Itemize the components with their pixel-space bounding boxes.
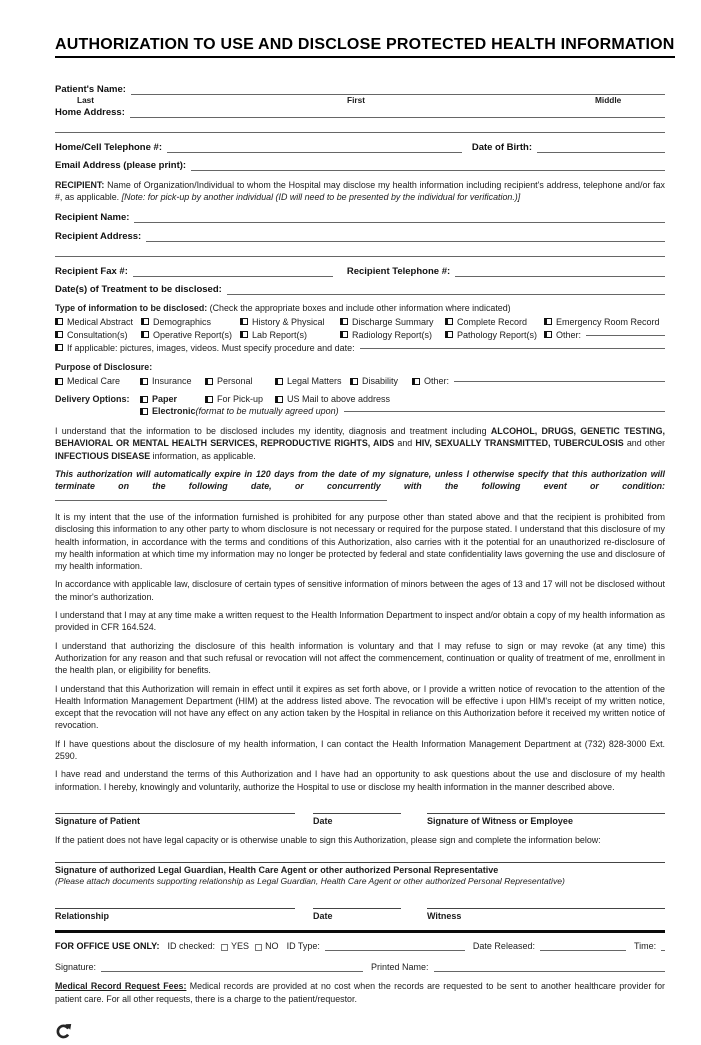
recipient-intro-text: Name of Organization/Individual to whom the Hospital may disclose my health information including recipient's address, telephone and/or fax #, as applicable. <box>55 180 665 203</box>
checkbox-icon[interactable] <box>55 378 63 385</box>
section-divider-bar <box>55 930 665 934</box>
checkbox-icon[interactable] <box>340 318 348 325</box>
checkbox-icon[interactable] <box>55 344 63 351</box>
date-released-line[interactable] <box>540 949 626 951</box>
checkbox-lab-reports[interactable]: Lab Report(s) <box>240 330 340 340</box>
recipient-fax-label: Recipient Fax #: <box>55 265 128 277</box>
electronic-format-line[interactable] <box>344 410 665 412</box>
id-type-line[interactable] <box>325 949 465 951</box>
checkbox-complete-record[interactable]: Complete Record <box>445 317 544 327</box>
fees-text: Medical records are provided at no cost when the records are requested to be sent to another healthcare provider for patient care. For all other requests, there is a charge to the patient/requestor. <box>55 981 665 1004</box>
home-address-line[interactable] <box>130 116 665 118</box>
printed-name-line[interactable] <box>434 970 665 972</box>
purpose-label: Purpose of Disclosure: <box>55 361 153 372</box>
checkbox-purpose-other[interactable]: Other: <box>412 376 665 386</box>
date-released-label: Date Released: <box>472 941 535 952</box>
home-address-label: Home Address: <box>55 107 125 118</box>
relationship-field[interactable]: Relationship <box>55 908 295 921</box>
no-label: NO <box>265 941 279 952</box>
home-address-line-2[interactable] <box>55 131 665 133</box>
checkbox-icon[interactable] <box>205 378 213 385</box>
checkbox-icon[interactable] <box>140 396 148 403</box>
checkbox-medical-abstract[interactable]: Medical Abstract <box>55 317 141 327</box>
checkbox-icon[interactable] <box>445 318 453 325</box>
checkbox-operative-reports[interactable]: Operative Report(s) <box>141 330 240 340</box>
checkbox-icon[interactable] <box>140 408 148 415</box>
no-legal-capacity-note: If the patient does not have legal capacity or is otherwise unable to sign this Authorization, please sign and complete the information below: <box>55 834 601 845</box>
recipient-name-label: Recipient Name: <box>55 211 130 223</box>
checkbox-us-mail[interactable]: US Mail to above address <box>275 394 390 404</box>
recipient-intro <box>55 179 665 204</box>
checkbox-electronic[interactable]: Electronic (format to be mutually agreed upon) <box>140 406 665 416</box>
signature-date-field[interactable]: Date <box>313 813 401 826</box>
sublabel-middle: Middle <box>595 95 622 105</box>
yes-label: YES <box>231 941 250 952</box>
phone-label: Home/Cell Telephone #: <box>55 142 162 153</box>
email-line[interactable] <box>191 169 665 171</box>
signature-of-witness-field[interactable]: Signature of Witness or Employee <box>427 813 665 826</box>
procedure-date-line[interactable] <box>360 347 665 349</box>
time-label: Time: <box>633 941 657 952</box>
paragraph-disclosure-includes: I understand that the information to be disclosed includes my identity, diagnosis and treatment including ALCOHOL, DRUGS, GENETIC TESTING, BEHAVIORAL OR MENTAL HEALTH SERVICES, REPRODUCTIVE RIGHTS, AIDS and HIV, SEXUALLY TRANSMITTED, TUBERCULOSIS and other INFECTIOUS DISEASE information, as applicable. <box>55 426 665 461</box>
checkbox-insurance[interactable]: Insurance <box>140 376 205 386</box>
treatment-dates-line[interactable] <box>227 293 665 295</box>
recipient-address-line[interactable] <box>146 240 665 242</box>
guardian-signature-line[interactable] <box>55 861 665 863</box>
checkbox-radiology-reports[interactable]: Radiology Report(s) <box>340 330 445 340</box>
phone-line[interactable] <box>167 151 462 153</box>
checkbox-pathology-reports[interactable]: Pathology Report(s) <box>445 330 544 340</box>
paragraph-acknowledgment: I have read and understand the terms of this Authorization and I have had an opportunity to ask questions about the use and disclosure of my health information. I hereby, knowingly and voluntarily, authorize the Hospital to use or disclose my health information in the manner described above. <box>55 769 665 792</box>
printed-name-label: Printed Name: <box>371 962 429 973</box>
id-checked-no-checkbox[interactable] <box>255 944 262 951</box>
signature-of-patient-field[interactable]: Signature of Patient <box>55 813 295 826</box>
checkbox-demographics[interactable]: Demographics <box>141 317 240 327</box>
type-other-line[interactable] <box>586 334 665 336</box>
office-signature-line[interactable] <box>101 970 363 972</box>
checkbox-legal-matters[interactable]: Legal Matters <box>275 376 350 386</box>
id-checked-yes-checkbox[interactable] <box>221 944 228 951</box>
recipient-intro-bold: RECIPIENT: <box>55 180 105 190</box>
delivery-options-label: Delivery Options: <box>55 394 130 405</box>
recipient-fax-line[interactable] <box>133 275 333 277</box>
email-label: Email Address (please print): <box>55 160 187 171</box>
checkbox-disability[interactable]: Disability <box>350 376 412 386</box>
paragraph-questions: If I have questions about the disclosure of my health information, I can contact the Health Information Management Department at (732) 828-3000 Ext. 2590. <box>55 738 665 762</box>
checkbox-icon[interactable] <box>55 318 63 325</box>
checkbox-medical-care[interactable]: Medical Care <box>55 376 140 386</box>
recipient-address-label: Recipient Address: <box>55 230 142 242</box>
checkbox-icon[interactable] <box>445 331 453 338</box>
id-checked-label: ID checked: <box>167 941 216 952</box>
checkbox-history-physical[interactable]: History & Physical <box>240 317 340 327</box>
recipient-name-line[interactable] <box>134 221 665 223</box>
checkbox-if-applicable[interactable]: If applicable: pictures, images, videos. Must specify procedure and date: <box>55 343 665 353</box>
checkbox-icon[interactable] <box>140 378 148 385</box>
checkbox-icon[interactable] <box>350 378 358 385</box>
dob-label: Date of Birth: <box>471 142 532 153</box>
checkbox-icon[interactable] <box>412 378 420 385</box>
recipient-phone-label: Recipient Telephone #: <box>346 265 451 277</box>
paragraph-minors: In accordance with applicable law, disclosure of certain types of sensitive information of minors between the ages of 13 and 17 will not be disclosed without the minor's authorization. <box>55 579 665 602</box>
checkbox-icon[interactable] <box>275 378 283 385</box>
rotate-clockwise-icon[interactable] <box>55 1023 72 1043</box>
expiration-condition-line[interactable] <box>55 499 387 501</box>
guardian-signature-note: (Please attach documents supporting relationship as Legal Guardian, Health Care Agent or other authorized Personal Representative) <box>55 875 565 886</box>
recipient-phone-line[interactable] <box>455 275 665 277</box>
recipient-address-line-2[interactable] <box>55 255 665 257</box>
paragraph-voluntary: I understand that authorizing the disclosure of this health information is voluntary and that I may refuse to sign or may revoke (at any time) this Authorization for any reason and that such refusal or revocation will not affect the commencement, continuation or quality of treatment of me, enrollment in the health plan, or eligibility for benefits. <box>55 640 665 676</box>
checkbox-icon[interactable] <box>205 396 213 403</box>
checkbox-consultations[interactable]: Consultation(s) <box>55 330 141 340</box>
checkbox-for-pickup[interactable]: For Pick-up <box>205 394 275 404</box>
type-info-hint: (Check the appropriate boxes and include other information where indicated) <box>207 302 511 313</box>
checkbox-icon[interactable] <box>544 331 552 338</box>
checkbox-icon[interactable] <box>141 331 149 338</box>
office-signature-label: Signature: <box>55 962 97 973</box>
time-line[interactable] <box>661 949 665 951</box>
checkbox-icon[interactable] <box>275 396 283 403</box>
relationship-witness-field[interactable]: Witness <box>427 908 665 921</box>
paragraph-expiration: This authorization will automatically expire in 120 days from the date of my signature, unless I otherwise specify that this authorization will terminate on the following date, or concurrently with the following event or condition: <box>55 468 665 505</box>
treatment-dates-label: Date(s) of Treatment to be disclosed: <box>55 283 222 295</box>
recipient-intro-note: [Note: for pick-up by another individual (ID will need to be presented by the individual for verification.)] <box>121 192 521 203</box>
checkbox-type-other[interactable]: Other: <box>544 330 665 340</box>
office-use-only-label: FOR OFFICE USE ONLY: <box>55 941 160 952</box>
dob-line[interactable] <box>537 151 665 153</box>
name-sublabels <box>55 95 665 105</box>
fees-paragraph <box>55 980 665 1005</box>
sublabel-last: Last <box>77 95 95 105</box>
sublabel-first: First <box>347 95 365 105</box>
page-title: AUTHORIZATION TO USE AND DISCLOSE PROTECTED HEALTH INFORMATION <box>55 36 675 58</box>
checkbox-icon[interactable] <box>240 331 248 338</box>
checkbox-icon[interactable] <box>55 331 63 338</box>
purpose-other-line[interactable] <box>454 380 665 382</box>
checkbox-discharge-summary[interactable]: Discharge Summary <box>340 317 445 327</box>
fees-label: Medical Record Request Fees: <box>55 981 187 992</box>
paragraph-written-request: I understand that I may at any time make a written request to the Health Information Department to inspect and/or obtain a copy of my health information as provided in CFR 164.524. <box>55 610 665 633</box>
patient-name-label: Patient's Name: <box>55 84 126 95</box>
relationship-date-field[interactable]: Date <box>313 908 401 921</box>
checkbox-paper[interactable]: Paper <box>140 394 205 404</box>
paragraph-intent: It is my intent that the use of the information furnished is prohibited for any purpose other than stated above and that the recipient is prohibited from disclosing this information to any other party to whom disclosure is not necessary or required for the purpose stated. I understand that this disclosure of my health information, in accordance with the terms and conditions of this Authorization, also carries with it the potential for an unauthorized re-disclosure of my health information at which time my information may no longer be protected by federal and state confidentiality laws governing the use and disclosure of my health information. <box>55 511 665 572</box>
checkbox-icon[interactable] <box>340 331 348 338</box>
guardian-signature-label: Signature of authorized Legal Guardian, Health Care Agent or other authorized Personal Representative <box>55 864 499 875</box>
checkbox-personal[interactable]: Personal <box>205 376 275 386</box>
checkbox-icon[interactable] <box>141 318 149 325</box>
id-type-label: ID Type: <box>286 941 320 952</box>
paragraph-revocation: I understand that this Authorization will remain in effect until it expires as set forth above, or I provide a written notice of revocation to the attention of the Health Information Management Department (HIM) at the address listed above. The revocation will be effective i upon HIM's receipt of my written notice, except that the revocation will not have any effect on any action taken by the Hospital in reliance on this Authorization before it received my written notice of revocation. <box>55 683 665 731</box>
checkbox-icon[interactable] <box>240 318 248 325</box>
checkbox-emergency-room-record[interactable]: Emergency Room Record <box>544 317 660 327</box>
checkbox-icon[interactable] <box>544 318 552 325</box>
type-info-label: Type of information to be disclosed: <box>55 302 208 313</box>
